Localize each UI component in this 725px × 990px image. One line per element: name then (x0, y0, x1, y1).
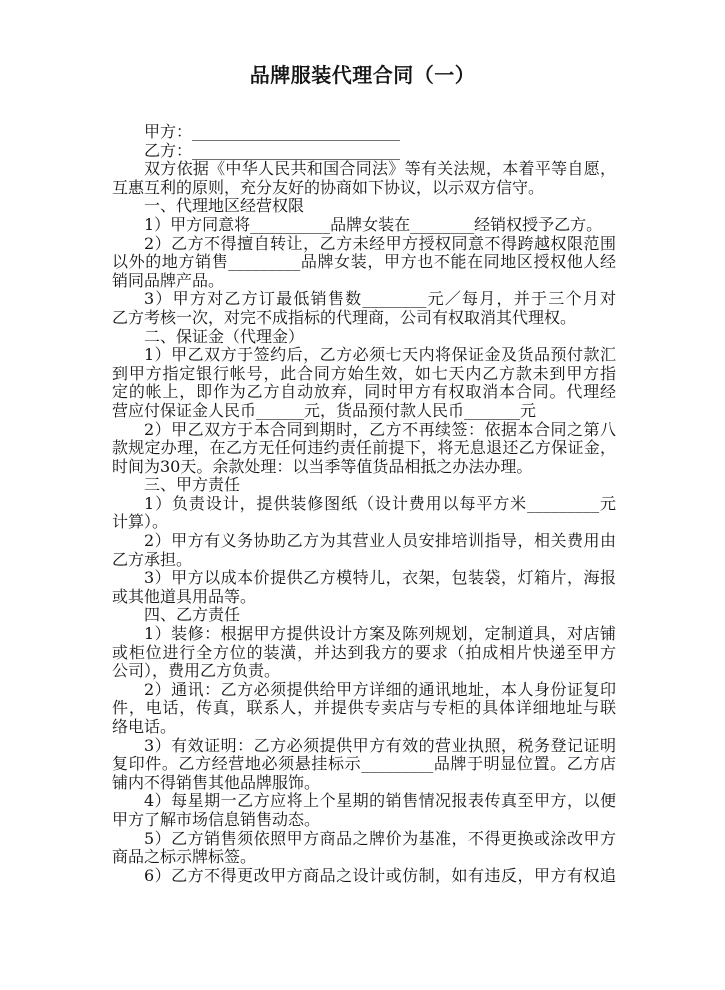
text-line: 到甲方指定银行帐号，此合同方始生效，如七天内乙方款未到甲方指 (112, 363, 616, 383)
text-line: 络电话。 (112, 717, 177, 736)
text-line: 四、乙方责任 (144, 605, 241, 625)
text-line: 时间为30天。余款处理：以当季等值货品相抵之办法办理。 (112, 456, 533, 476)
text-line: 三、甲方责任 (144, 475, 241, 495)
text-line: 一、代理地区经营权限 (144, 196, 305, 216)
text-line: 1）甲方同意将__________品牌女装在________经销权授予乙方。 (144, 214, 603, 234)
clause-paragraph (112, 792, 616, 829)
section-heading (112, 328, 616, 347)
text-line: 3）甲方对乙方订最低销售数________元／每月，并于三个月对 (144, 289, 616, 309)
text-line: 公司），费用乙方负责。 (112, 661, 281, 681)
text-line: 复印件。乙方经营地必须悬挂标示_________品牌于明显位置。乙方店 (112, 754, 616, 774)
text-line: 乙方承担。 (112, 549, 193, 569)
clause-paragraph (112, 495, 616, 532)
section-heading (112, 197, 616, 216)
text-line: 件，电话，传真，联系人，并提供专卖店与专柜的具体详细地址与联 (112, 698, 616, 718)
clause-paragraph (112, 532, 616, 569)
clause-paragraph (112, 235, 616, 291)
text-line: 3）甲方以成本价提供乙方模特儿，衣架，包装袋，灯箱片，海报 (144, 568, 616, 588)
text-line: 互惠互利的原则，充分友好的协商如下协议，以示双方信守。 (112, 177, 545, 197)
section-heading (112, 606, 616, 625)
text-line: 铺内不得销售其他品牌服饰。 (112, 772, 321, 792)
text-line: 或柜位进行全方位的装潢，并达到我方的要求（拍成相片快递至甲方 (112, 642, 616, 662)
clause-paragraph (112, 830, 616, 867)
text-line: 2）甲乙双方于本合同到期时，乙方不再续签：依据本合同之第八 (144, 419, 616, 439)
text-line: 2）甲方有义务协助乙方为其营业人员安排培训指导，相关费用由 (144, 531, 616, 551)
text-line: 6）乙方不得更改甲方商品之设计或仿制，如有违反，甲方有权追 (144, 865, 616, 885)
party-a-line (112, 123, 616, 142)
text-line: 二、保证金（代理金） (144, 326, 305, 346)
text-line: 乙方考核一次，对完不成指标的代理商，公司有权取消其代理权。 (112, 307, 577, 327)
document-body (112, 123, 616, 885)
text-line: 1）负责设计，提供装修图纸（设计费用以每平方米_________元 (144, 493, 616, 513)
clause-paragraph (112, 290, 616, 327)
preamble-paragraph (112, 160, 616, 197)
text-line: 甲方：__________________________ (144, 122, 401, 141)
clause-paragraph (112, 625, 616, 681)
text-line: 3）有效证明：乙方必须提供甲方有效的营业执照，税务登记证明 (144, 735, 616, 755)
text-line: 1）装修：根据甲方提供设计方案及陈列规划，定制道具，对店铺 (144, 624, 616, 644)
text-line: 甲方了解市场信息销售动态。 (112, 809, 321, 829)
document-title: 品牌服装代理合同（一） (249, 63, 476, 87)
clause-paragraph (112, 346, 616, 420)
section-heading (112, 476, 616, 495)
text-line: 双方依据《中华人民共和国合同法》等有关法规，本着平等自愿， (144, 159, 616, 179)
clause-paragraph (112, 737, 616, 793)
text-line: 5）乙方销售须依照甲方商品之牌价为基准，不得更换或涂改甲方 (144, 828, 616, 848)
text-line: 营应付保证金人民币______元，货品预付款人民币_______元 (112, 400, 537, 420)
text-line: 1）甲乙双方于签约后，乙方必须七天内将保证金及货品预付款汇 (144, 345, 616, 365)
text-line: 商品之标示牌标签。 (112, 847, 257, 867)
clause-paragraph (112, 867, 616, 886)
text-line: 或其他道具用品等。 (112, 586, 257, 606)
text-line: 定的帐上，即作为乙方自动放弃，同时甲方有权取消本合同。代理经 (112, 382, 616, 402)
text-line: 4）每星期一乙方应将上个星期的销售情况报表传真至甲方，以便 (144, 791, 616, 811)
clause-paragraph (112, 681, 616, 737)
text-line: 款规定办理，在乙方无任何违约责任前提下，将无息退还乙方保证金， (112, 438, 616, 458)
clause-paragraph (112, 421, 616, 477)
text-line: 销同品牌产品。 (112, 270, 225, 290)
clause-paragraph (112, 216, 616, 235)
text-line: 2）乙方不得擅自转让，乙方未经甲方授权同意不得跨越权限范围 (144, 233, 616, 253)
text-line: 计算）。 (112, 512, 169, 532)
text-line: 2）通讯：乙方必须提供给甲方详细的通讯地址，本人身份证复印 (144, 679, 616, 699)
text-line: 以外的地方销售_________品牌女装，甲方也不能在同地区授权他人经 (112, 252, 616, 272)
clause-paragraph (112, 569, 616, 606)
text-line: 乙方：__________________________ (144, 140, 401, 160)
party-b-line (112, 142, 616, 161)
